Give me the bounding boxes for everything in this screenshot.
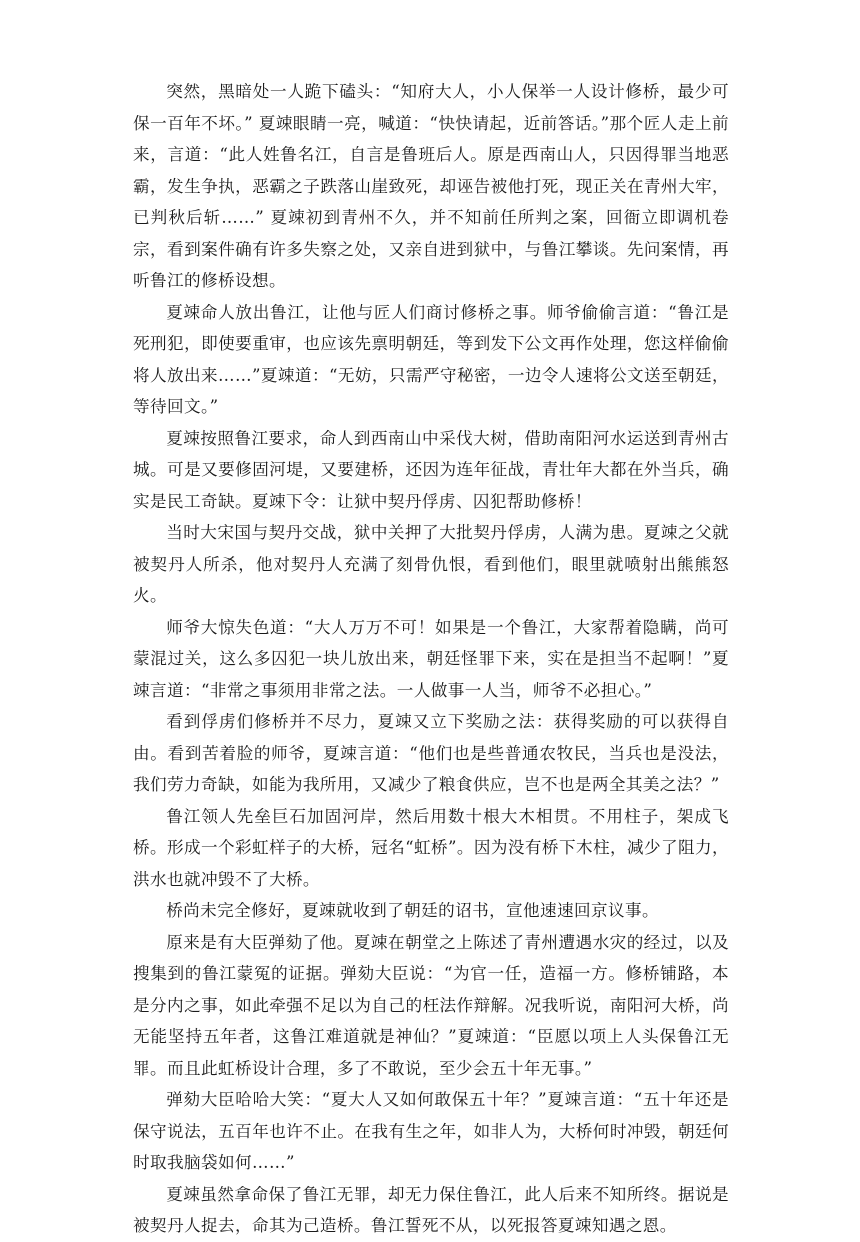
document-body (133, 76, 729, 1242)
paragraph: 夏竦命人放出鲁江，让他与匠人们商讨修桥之事。师爷偷偷言道：“鲁江是死刑犯，即使要重审，也应该先禀明朝廷，等到发下公文再作处理，您这样偷偷将人放出来……”夏竦道：“无妨，只需严守秘密，一边令人速将公文送至朝廷，等待回文。” (133, 302, 729, 416)
paragraph: 夏竦虽然拿命保了鲁江无罪，却无力保住鲁江，此人后来不知所终。据说是被契丹人捉去，命其为己造桥。鲁江誓死不从，以死报答夏竦知遇之恩。 (133, 1184, 729, 1235)
paragraph: 鲁江领人先垒巨石加固河岸，然后用数十根大木相贯。不用柱子，架成飞桥。形成一个彩虹样子的大桥，冠名“虹桥”。因为没有桥下木柱，减少了阻力，洪水也就冲毁不了大桥。 (133, 806, 729, 889)
paragraph: 弹劾大臣哈哈大笑：“夏大人又如何敢保五十年？”夏竦言道：“五十年还是保守说法，五百年也许不止。在我有生之年，如非人为，大桥何时冲毁，朝廷何时取我脑袋如何……” (133, 1090, 729, 1172)
paragraph: 夏竦按照鲁江要求，命人到西南山中采伐大树，借助南阳河水运送到青州古城。可是又要修固河堤，又要建桥，还因为连年征战，青壮年大都在外当兵，确实是民工奇缺。夏竦下令：让狱中契丹俘虏、囚犯帮助修桥！ (133, 428, 729, 511)
paragraph: 原来是有大臣弹劾了他。夏竦在朝堂之上陈述了青州遭遇水灾的经过，以及搜集到的鲁江蒙冤的证据。弹劾大臣说：“为官一任，造福一方。修桥铺路，本是分内之事，如此牵强不足以为自己的枉法作辩解。况我听说，南阳河大桥，尚无能坚持五年者，这鲁江难道就是神仙？”夏竦道：“臣愿以项上人头保鲁江无罪。而且此虹桥设计合理，多了不敢说，至少会五十年无事。” (133, 932, 729, 1078)
paragraph: 突然，黑暗处一人跪下磕头：“知府大人，小人保举一人设计修桥，最少可保一百年不坏。” 夏竦眼睛一亮，喊道：“快快请起，近前答话。”那个匠人走上前来，言道：“此人姓鲁名江，自言是鲁班后人。原是西南山人，只因得罪当地恶霸，发生争执，恶霸之子跌落山崖致死，却诬告被他打死，现正关在青州大牢，已判秋后斩……” 夏竦初到青州不久，并不知前任所判之案，回衙立即调机卷宗，看到案件确有许多失察之处，又亲自进到狱中，与鲁江攀谈。先问案情，再听鲁江的修桥设想。 (133, 82, 729, 290)
paragraph: 桥尚未完全修好，夏竦就收到了朝廷的诏书，宣他速速回京议事。 (166, 901, 660, 920)
paragraph: 当时大宋国与契丹交战，狱中关押了大批契丹俘虏，人满为患。夏竦之父就被契丹人所杀，他对契丹人充满了刻骨仇恨，看到他们，眼里就喷射出熊熊怒火。 (133, 523, 729, 605)
paragraph: 师爷大惊失色道：“大人万万不可！如果是一个鲁江，大家帮着隐瞒，尚可蒙混过关，这么多囚犯一块儿放出来，朝廷怪罪下来，实在是担当不起啊！”夏竦言道：“非常之事须用非常之法。一人做事一人当，师爷不必担心。” (133, 617, 729, 700)
paragraph: 看到俘虏们修桥并不尽力，夏竦又立下奖励之法：获得奖励的可以获得自由。看到苦着脸的师爷，夏竦言道：“他们也是些普通农牧民，当兵也是没法，我们劳力奇缺，如能为我所用，又减少了粮食供应，岂不也是两全其美之法？” (133, 712, 729, 794)
